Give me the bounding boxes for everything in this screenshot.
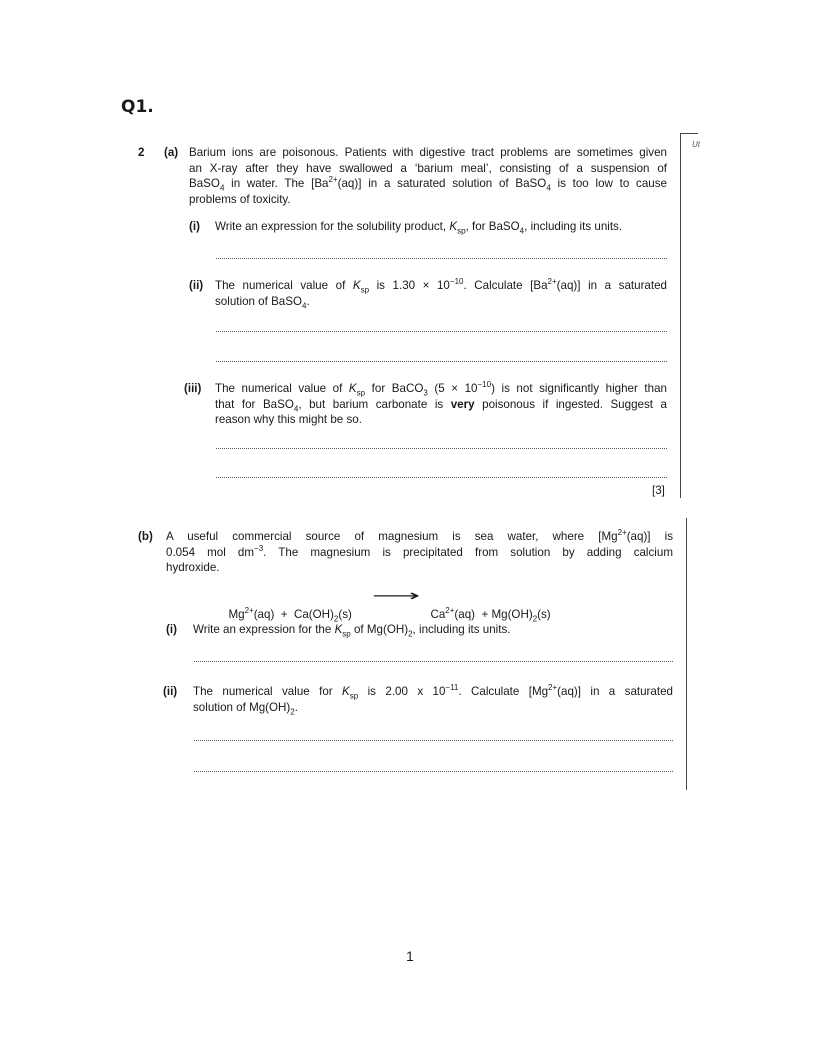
margin-line-b [686, 518, 687, 790]
page-number: 1 [406, 948, 414, 964]
part-b-label: (b) [138, 530, 153, 543]
part-a-i-text: Write an expression for the solubility product, $K_{sp}$, for BaSO$_4$, including its units. [215, 220, 623, 236]
answer-line[interactable] [194, 740, 673, 741]
use-label: Ut [692, 140, 700, 149]
intro-line-4: problems of toxicity. [189, 192, 291, 206]
marks-total: [3] [652, 484, 665, 497]
margin-line-a [680, 134, 681, 498]
intro-line-1: Barium ions are poisonous. Patients with digestive tract problems are sometimes given [189, 146, 667, 159]
part-b-ii-label: (ii) [163, 685, 178, 698]
part-b-intro: A useful commercial source of magnesium is sea water, where $[Mg^{2+}(aq)]$ is 0.054 mol $dm^{-3}$. The magnesium is precipitated from solution by adding calcium hydroxide. [166, 528, 673, 574]
answer-line[interactable] [216, 448, 667, 449]
answer-line[interactable] [194, 661, 673, 662]
intro-line-2: an X-ray after they have swallowed a ‘barium meal’, consisting of a suspension of [189, 161, 667, 175]
margin-tick [680, 133, 698, 134]
reaction-arrow: ⟶ [372, 586, 421, 605]
answer-line[interactable] [216, 331, 667, 332]
answer-line[interactable] [216, 361, 667, 362]
answer-line[interactable] [216, 477, 667, 478]
question-number: 2 [138, 146, 145, 159]
part-b-ii-text: The numerical value for $K_{sp}$ is 2.00 x $10^{-11}$. Calculate $[Mg^{2+}(aq)]$ in a saturated solution of $Mg(OH)_2$. [193, 683, 673, 716]
part-b-i-text: Write an expression for the $K_{sp}$ of $Mg(OH)_2$, including its units. [193, 623, 511, 639]
part-a-iii-text: The numerical value of $K_{sp}$ for BaCO$_3$ $(5 \times 10^{-10})$ is not significantly higher than that for BaSO$_4$, but barium carbonate is very poisonous if ingested. Suggest a reason why this might be so. [215, 380, 667, 426]
chemical-equation-products: $Ca^{2+}(aq) + Mg(OH)_2(s)$ [430, 605, 551, 623]
chemical-equation: $Mg^{2+}(aq) + Ca(OH)_2(s)$ [228, 605, 352, 623]
part-a-i-label: (i) [189, 220, 200, 233]
question-label: Q1. [121, 97, 154, 117]
part-a-intro [189, 145, 667, 207]
part-a-label: (a) [164, 146, 179, 159]
answer-line[interactable] [216, 258, 667, 259]
part-a-ii-text: The numerical value of $K_{sp}$ is $1.30 \times 10^{-10}$. Calculate $[Ba^{2+}(aq)]$ in a saturated solution of BaSO$_4$. [215, 277, 667, 310]
part-a-iii-label: (iii) [184, 382, 202, 395]
part-a-ii-label: (ii) [189, 279, 204, 292]
intro-line-3: BaSO$_4$ in water. The $[Ba^{2+}(aq)]$ in a saturated solution of BaSO$_4$ is too low to cause [189, 175, 667, 193]
answer-line[interactable] [194, 771, 673, 772]
part-b-i-label: (i) [166, 623, 177, 636]
